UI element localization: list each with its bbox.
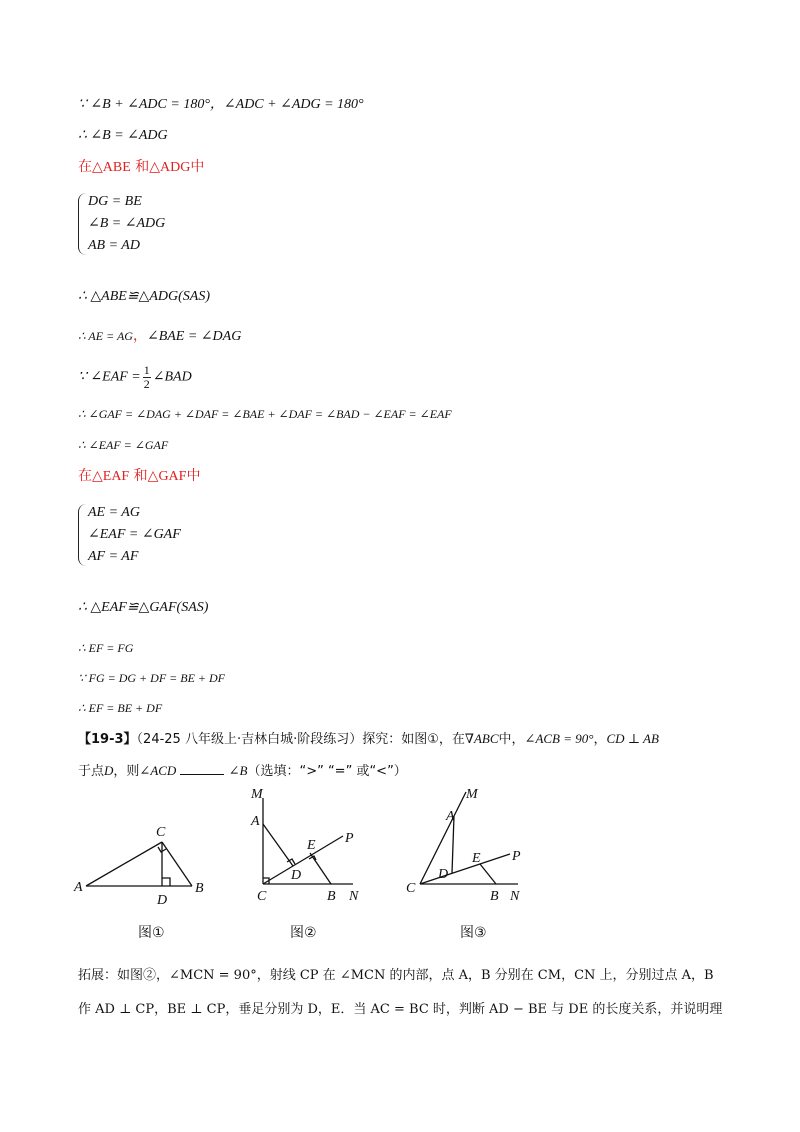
proof-line-10: ∴ △EAF≌△GAF(SAS) [78, 600, 209, 615]
system-brace-1 [78, 193, 87, 255]
figure-2 [245, 780, 375, 905]
proof-line-1: ∵ ∠B + ∠ADC = 180°，∠ADC + ∠ADG = 180° [78, 97, 364, 112]
proof-line-5c: ∠BAE = ∠DAG [146, 329, 242, 344]
problem-line2-angle: ∠ACD [139, 763, 177, 778]
fig3-ray-CP [420, 854, 510, 884]
problem-line2-angle-b: ∠B [228, 763, 248, 778]
answer-blank[interactable] [180, 760, 224, 775]
fig2-segment-AD [263, 824, 293, 866]
proof-line-9-mid: 和 [133, 468, 148, 484]
system-2-row-1: AE = AG [88, 505, 140, 520]
proof-line-7: ∴ ∠GAF = ∠DAG + ∠DAF = ∠BAE + ∠DAF = ∠BAD − ∠EAF = ∠EAF [78, 407, 452, 421]
proof-line-5 [78, 326, 241, 347]
proof-line-3-tri2: △ADG [149, 160, 191, 175]
proof-line-11: ∴ EF = FG [78, 641, 134, 655]
extension-line-2: 作 AD ⊥ CP，BE ⊥ CP，垂足分别为 D，E．当 AC = BC 时，判断 AD − BE 与 DE 的长度关系，并说明理 [78, 1002, 723, 1017]
proof-line-3-pre: 在 [78, 159, 92, 175]
problem-line2-options: （选填：“>” “=” 或“<”） [247, 764, 407, 779]
figure-3 [400, 780, 540, 905]
fig2-label-D: D [291, 868, 302, 883]
proof-line-12: ∵ FG = DG + DF = BE + DF [78, 671, 226, 685]
fig1-label-D: D [157, 893, 168, 908]
fraction-denominator: 2 [143, 377, 150, 391]
problem-text-2: 中， [498, 732, 525, 747]
fig3-label-E: E [472, 851, 481, 866]
fig3-label-M: M [466, 787, 478, 802]
system-1-row-2: ∠B = ∠ADG [88, 216, 166, 231]
extension-line-1: 拓展：如图②，∠MCN = 90°，射线 CP 在 ∠MCN 的内部，点 A，B 分别在 CM，CN 上，分别过点 A，B [78, 968, 714, 983]
proof-line-5-comma: ， [132, 328, 147, 344]
fig2-label-E: E [307, 838, 316, 853]
proof-line-9 [78, 466, 200, 487]
fig3-segment-EB [480, 864, 496, 884]
problem-triangle: ∇ABC [464, 731, 499, 746]
equation-system-1 [88, 191, 165, 257]
fig1-side-AC [86, 842, 162, 886]
proof-line-9-tri1: △EAF [92, 469, 130, 484]
fig3-label-N: N [510, 889, 520, 904]
fraction-half [143, 364, 151, 391]
problem-line2-b: ，则 [113, 764, 140, 779]
problem-tag: 【19-3】 [78, 732, 137, 747]
problem-line-2 [78, 760, 407, 782]
fig3-label-C: C [406, 881, 416, 896]
system-1-row-3: AB = AD [88, 238, 140, 253]
fig3-label-A: A [446, 809, 455, 824]
fig2-label-B: B [327, 889, 336, 904]
proof-line-3-tri1: △ABE [92, 160, 131, 175]
proof-line-2: ∴ ∠B = ∠ADG [78, 128, 168, 143]
proof-line-3 [78, 157, 204, 178]
figure-3-caption: 图③ [460, 925, 487, 941]
fig2-label-P: P [345, 831, 354, 846]
fig2-segment-EB [310, 853, 331, 884]
problem-line2-a: 于点 [78, 764, 105, 779]
fig1-label-A: A [74, 880, 83, 895]
proof-line-13: ∴ EF = BE + DF [78, 701, 163, 715]
proof-line-8: ∴ ∠EAF = ∠GAF [78, 438, 169, 452]
figure-1 [70, 820, 220, 910]
figure-2-caption: 图② [290, 925, 317, 941]
system-2-row-2: ∠EAF = ∠GAF [88, 527, 181, 542]
proof-line-9-pre: 在 [78, 468, 92, 484]
proof-line-9-post: 中 [186, 468, 201, 484]
figure-1-caption: 图① [138, 925, 165, 941]
proof-line-6 [78, 364, 192, 391]
fig2-label-C: C [257, 889, 267, 904]
fig3-label-D: D [438, 867, 449, 882]
system-1-row-1: DG = BE [88, 194, 142, 209]
fig2-label-N: N [349, 889, 359, 904]
fraction-numerator: 1 [143, 363, 150, 377]
proof-line-5a: ∴ AE = AG [78, 329, 133, 343]
fig3-segment-AD [452, 816, 454, 873]
fig1-right-angle-D [162, 878, 170, 886]
problem-text-1: 探究：如图①，在 [362, 732, 465, 747]
fig3-label-P: P [512, 849, 521, 864]
problem-line2-point: D [104, 763, 114, 778]
fig1-label-B: B [195, 881, 204, 896]
problem-header [78, 729, 659, 750]
fig1-side-CB [162, 842, 192, 886]
system-2-row-3: AF = AF [88, 549, 139, 564]
problem-cond-1: ∠ACB = 90° [524, 731, 594, 746]
system-brace-2 [78, 504, 87, 566]
fig2-label-M: M [251, 787, 263, 802]
problem-text-3: ， [593, 732, 607, 747]
proof-line-3-post: 中 [190, 159, 205, 175]
fig1-label-C: C [156, 825, 166, 840]
proof-line-4: ∴ △ABE≌△ADG(SAS) [78, 289, 210, 304]
proof-line-3-mid: 和 [135, 159, 150, 175]
equation-system-2 [88, 502, 181, 568]
problem-source: （24-25 八年级上·吉林白城·阶段练习） [136, 732, 363, 747]
problem-cond-2: CD ⊥ AB [606, 731, 659, 746]
proof-line-6-post: ∠BAD [152, 369, 192, 385]
fig2-label-A: A [251, 814, 260, 829]
fig2-ray-CP [263, 836, 343, 884]
proof-line-9-tri2: △GAF [147, 469, 187, 484]
fig3-label-B: B [490, 889, 499, 904]
proof-line-6-pre: ∵ ∠EAF = [78, 369, 141, 385]
